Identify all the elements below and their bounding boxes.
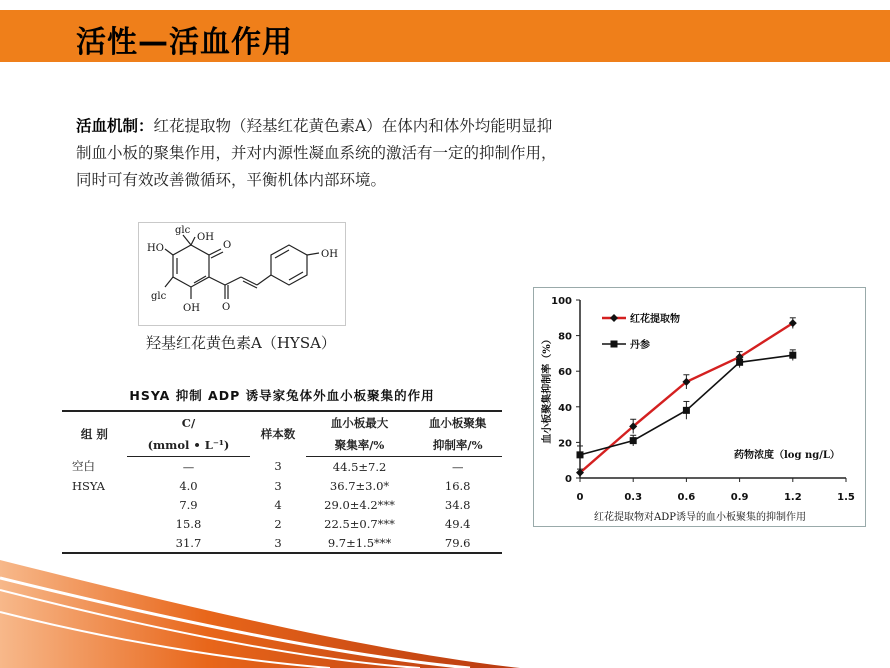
cell-group — [62, 495, 127, 514]
slide-title: 活性—活血作用 — [76, 25, 293, 60]
cell-conc: 4.0 — [179, 478, 198, 493]
aggregation-table — [62, 410, 502, 554]
cell-max: 29.0±4.2*** — [324, 497, 395, 512]
cell-n: 3 — [274, 478, 282, 493]
y-tick-label: 20 — [558, 438, 572, 450]
header-conc-bottom: (mmol • L⁻¹) — [127, 434, 251, 457]
label-oh-bottom: OH — [183, 303, 200, 314]
chart-caption: 红花提取物对ADP诱导的血小板聚集的抑制作用 — [594, 512, 806, 523]
x-tick-label: 1.2 — [783, 492, 802, 503]
cell-group — [62, 533, 127, 553]
label-o-top: O — [223, 240, 232, 251]
cell-group: HSYA — [72, 478, 105, 493]
x-tick-label: 0.9 — [730, 492, 749, 503]
intro-line-1: 红花提取物（羟基红花黄色素A）在体内和体外均能明显抑 — [153, 117, 553, 135]
legend-marker — [611, 341, 618, 348]
chart-svg — [534, 288, 865, 526]
intro-line-2: 制血小板的聚集作用，并对内源性凝血系统的激活有一定的抑制作用， — [76, 144, 557, 162]
cell-n: 3 — [250, 533, 305, 553]
header-conc-top: C/ — [127, 411, 251, 434]
header-n: 样本数 — [250, 411, 305, 457]
label-oh-top: OH — [197, 232, 214, 243]
cell-n: 4 — [274, 497, 282, 512]
cell-inh: 79.6 — [413, 533, 502, 553]
cell-max: 22.5±0.7*** — [324, 516, 395, 531]
title-bar — [0, 10, 890, 62]
data-point — [789, 352, 796, 359]
data-point — [736, 359, 743, 366]
table-row — [62, 457, 502, 477]
table-row — [62, 495, 502, 514]
header-group: 组 别 — [62, 411, 127, 457]
legend-label: 红花提取物 — [630, 314, 680, 325]
header-inh-bottom: 抑制率/% — [413, 434, 502, 457]
cell-inh: 16.8 — [444, 478, 471, 493]
inhibition-chart — [533, 287, 866, 527]
label-oh-right: OH — [321, 249, 338, 260]
cell-group: 空白 — [72, 459, 95, 474]
intro-paragraph — [76, 113, 706, 194]
header-max-bottom: 聚集率/% — [306, 434, 414, 457]
cell-group — [62, 514, 127, 533]
intro-line-3: 同时可有效改善微循环，平衡机体内部环境。 — [76, 171, 387, 189]
intro-label: 活血机制： — [76, 117, 154, 135]
cell-conc: 15.8 — [175, 516, 202, 531]
decorative-swoosh — [0, 560, 890, 668]
cell-n: 2 — [274, 516, 282, 531]
y-tick-label: 100 — [551, 296, 572, 307]
structure-diagram — [139, 223, 345, 325]
legend-marker — [610, 314, 618, 322]
y-tick-label: 60 — [558, 367, 572, 379]
header-max-top: 血小板最大 — [306, 411, 414, 434]
table-row — [62, 476, 502, 495]
cell-conc: — — [182, 459, 195, 474]
structure-caption: 羟基红花黄色素A（HYSA） — [146, 334, 336, 352]
table-title: HSYA 抑制 ADP 诱导家兔体外血小板聚集的作用 — [129, 388, 435, 403]
label-glc-top: glc — [175, 225, 191, 236]
cell-conc: 7.9 — [179, 497, 198, 512]
table-row — [62, 514, 502, 533]
label-ho-left: HO — [147, 243, 164, 254]
x-tick-label: 0 — [576, 492, 584, 503]
header-inh-top: 血小板聚集 — [413, 411, 502, 434]
legend-label: 丹参 — [630, 340, 650, 351]
cell-inh: — — [451, 459, 464, 474]
cell-n: 3 — [274, 459, 282, 474]
cell-inh: 49.4 — [444, 516, 471, 531]
x-axis-label: 药物浓度（log ng/L） — [734, 450, 840, 461]
label-glc-left: glc — [151, 291, 167, 302]
y-axis-label: 血小板聚集抑制率（%） — [542, 334, 553, 444]
table-row — [62, 533, 502, 553]
data-table-section — [62, 386, 502, 554]
y-tick-label: 80 — [558, 331, 572, 343]
y-tick-label: 40 — [558, 402, 572, 414]
cell-conc: 31.7 — [127, 533, 251, 553]
cell-max: 36.7±3.0* — [329, 478, 390, 493]
y-tick-label: 0 — [565, 474, 572, 485]
cell-max: 9.7±1.5*** — [306, 533, 414, 553]
label-o-bottom: O — [222, 302, 231, 313]
x-tick-label: 1.5 — [837, 492, 855, 503]
x-tick-label: 0.6 — [677, 492, 696, 503]
x-tick-label: 0.3 — [624, 492, 643, 503]
data-point — [630, 437, 637, 444]
chemical-structure — [138, 222, 346, 326]
cell-max: 44.5±7.2 — [332, 459, 387, 474]
data-point — [683, 407, 690, 414]
cell-inh: 34.8 — [444, 497, 471, 512]
data-point — [577, 451, 584, 458]
